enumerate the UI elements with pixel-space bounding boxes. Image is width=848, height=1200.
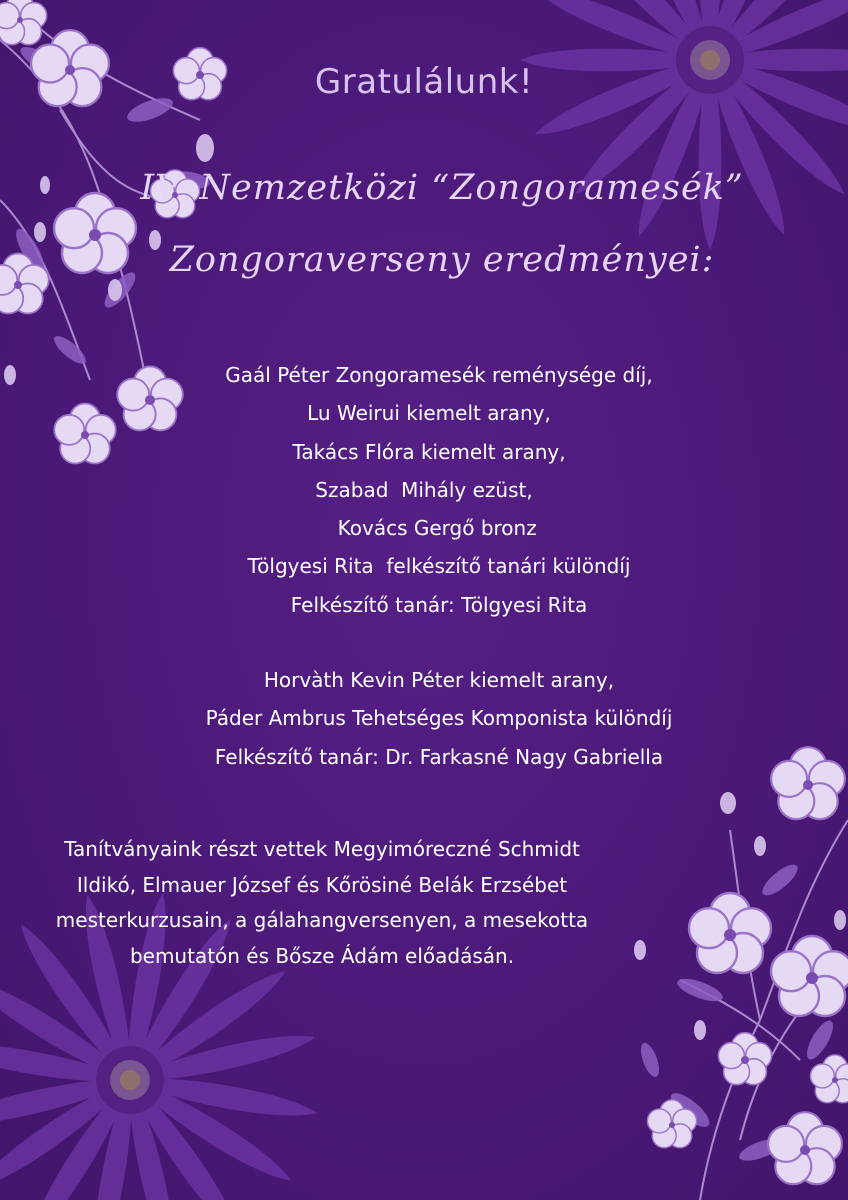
result-line: Horvàth Kevin Péter kiemelt arany, — [263, 668, 615, 693]
footer-line: Tanítványaink részt vettek Megyimóreczné Schmidt — [64, 837, 580, 861]
result-line: Szabad Mihály ezüst, — [315, 477, 533, 502]
result-line: Takács Flóra kiemelt arany, — [292, 439, 566, 464]
footer-paragraph — [22, 832, 622, 974]
footer-line: Ildikó, Elmauer József és Kőrösiné Belák Erzsébet — [76, 872, 568, 897]
teacher-line: Felkészítő tanár: Dr. Farkasné Nagy Gabriella — [214, 744, 664, 769]
results-list — [0, 356, 848, 776]
footer-line: mesterkurzusain, a gálahangversenyen, a mesekotta — [55, 908, 589, 932]
large-daisy-top-right-icon — [520, 0, 848, 250]
result-line: Gaál Péter Zongoramesék reménysége díj, — [225, 363, 653, 387]
result-line: Kovács Gergő bronz — [331, 516, 537, 541]
result-line: Tölgyesi Rita felkészítő tanári különdíj — [247, 554, 631, 579]
result-line: Lu Weirui kiemelt arany, — [307, 401, 551, 426]
teacher-line: Felkészítő tanár: Tölgyesi Rita — [290, 592, 588, 617]
event-title-line-2: Zongoraverseny eredményei: — [169, 240, 715, 280]
result-line: Páder Ambrus Tehetséges Komponista különdíj — [205, 706, 673, 731]
event-title-line-1: IV. Nemzetközi “Zongoramesék” — [140, 168, 744, 208]
small-flowers-bottom-right-icon — [647, 747, 848, 1184]
footer-line: bemutatón és Bősze Ádám előadásán. — [129, 943, 515, 968]
congratulations-heading: Gratulálunk! — [314, 62, 534, 102]
